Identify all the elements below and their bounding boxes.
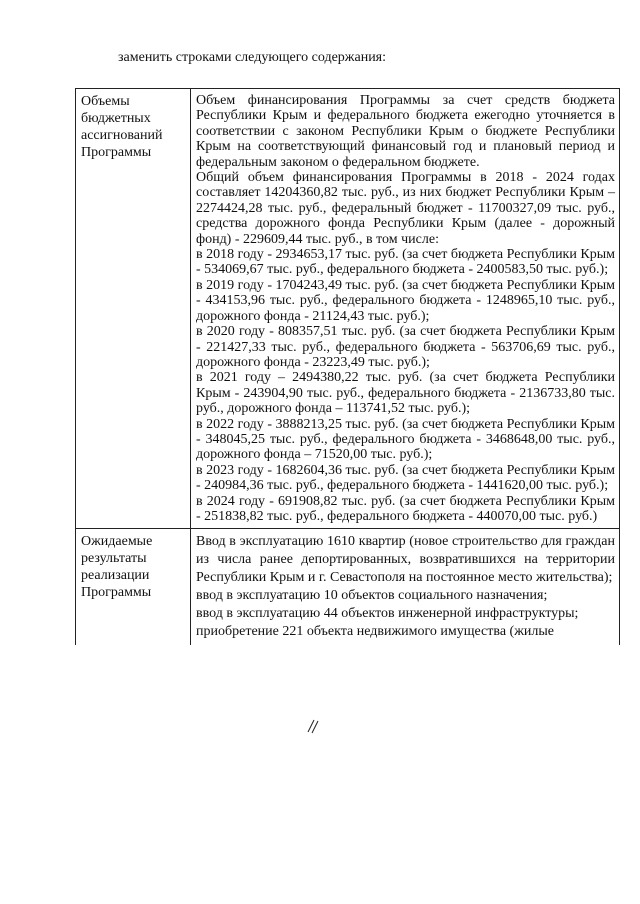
paragraph-social-objects: ввод в эксплуатацию 10 объектов социального назначения; — [196, 588, 548, 604]
row-content-results — [191, 529, 620, 646]
paragraph-year-2024: в 2024 году - 691908,82 тыс. руб. (за счет бюджета Республики Крым - 251838,82 тыс. руб., федерального бюджета - 440070,00 тыс. руб.) — [196, 493, 615, 524]
paragraph-real-estate: приобретение 221 объекта недвижимого имущества (жилые — [196, 624, 554, 640]
paragraph-year-2018: в 2018 году - 2934653,17 тыс. руб. (за счет бюджета Республики Крым - 534069,67 тыс. руб., федерального бюджета - 2400583,50 тыс. руб.); — [196, 247, 615, 278]
label-line: Программы — [81, 585, 152, 601]
paragraph-year-2019: в 2019 году - 1704243,49 тыс. руб. (за счет бюджета Республики Крым - 434153,96 тыс. руб., федерального бюджета - 1248965,10 тыс. руб., дорожного фонда - 21124,43 тыс. руб.); — [196, 277, 615, 324]
row-content-budget — [191, 89, 620, 529]
row-label-budget — [76, 89, 191, 529]
paragraph-year-2023: в 2023 году - 1682604,36 тыс. руб. (за счет бюджета Республики Крым - 240984,36 тыс. руб., федерального бюджета - 1441620,00 тыс. руб.); — [196, 462, 615, 494]
paragraph-year-2022: в 2022 году - 3888213,25 тыс. руб. (за счет бюджета Республики Крым - 348045,25 тыс. руб., федерального бюджета - 3468648,00 тыс. руб., дорожного фонда – 71520,00 тыс. руб.); — [196, 416, 615, 463]
label-line: бюджетных — [81, 111, 151, 126]
label-line: ассигнований — [81, 128, 163, 143]
label-line: результаты — [81, 551, 147, 567]
table-row-results — [76, 529, 620, 646]
label-line: Программы — [81, 145, 152, 160]
label-line: Ожидаемые — [81, 534, 153, 550]
handwritten-mark-icon — [305, 718, 323, 736]
label-line: реализации — [81, 568, 150, 584]
paragraph-total-funding: Общий объем финансирования Программы в 2018 - 2024 годах составляет 14204360,82 тыс. руб., из них бюджет Республики Крым – 2274424,28 тыс. руб., федеральный бюджет - 11700327,09 тыс. руб., средства дорожного фонда Республики Крым (далее - дорожный фонд) - 229609,44 тыс. руб., в том числе: — [196, 170, 615, 247]
paragraph-year-2020: в 2020 году - 808357,51 тыс. руб. (за счет бюджета Республики Крым - 221427,33 тыс. руб., федерального бюджета - 563706,69 тыс. руб., дорожного фонда - 23223,49 тыс. руб.); — [196, 324, 615, 370]
paragraph-housing: Ввод в эксплуатацию 1610 квартир (новое строительство для граждан из числа ранее депортированных, возвратившихся на территории Республики Крым и г. Севастополя на постоянное место жительства); — [196, 534, 615, 586]
paragraph-funding-note: Объем финансирования Программы за счет средств бюджета Республики Крым и федерального бюджета ежегодно уточняется в соответствии с законом Республики Крым о бюджете Республики Крым на соответствующий финансовый год и плановый период и федеральным законом о федеральном бюджете. — [196, 93, 615, 170]
row-label-results — [76, 529, 191, 646]
label-line: Объемы — [81, 94, 130, 109]
paragraph-year-2021: в 2021 году – 2494380,22 тыс. руб. (за счет бюджета Республики Крым - 243904,90 тыс. руб., федерального бюджета - 2136733,80 тыс. руб., дорожного фонда – 113741,52 тыс. руб.); — [196, 370, 615, 417]
program-passport-table — [75, 88, 620, 645]
table-row-budget — [76, 89, 620, 529]
paragraph-infrastructure: ввод в эксплуатацию 44 объектов инженерной инфраструктуры; — [196, 606, 579, 622]
intro-line: заменить строками следующего содержания: — [118, 50, 387, 65]
